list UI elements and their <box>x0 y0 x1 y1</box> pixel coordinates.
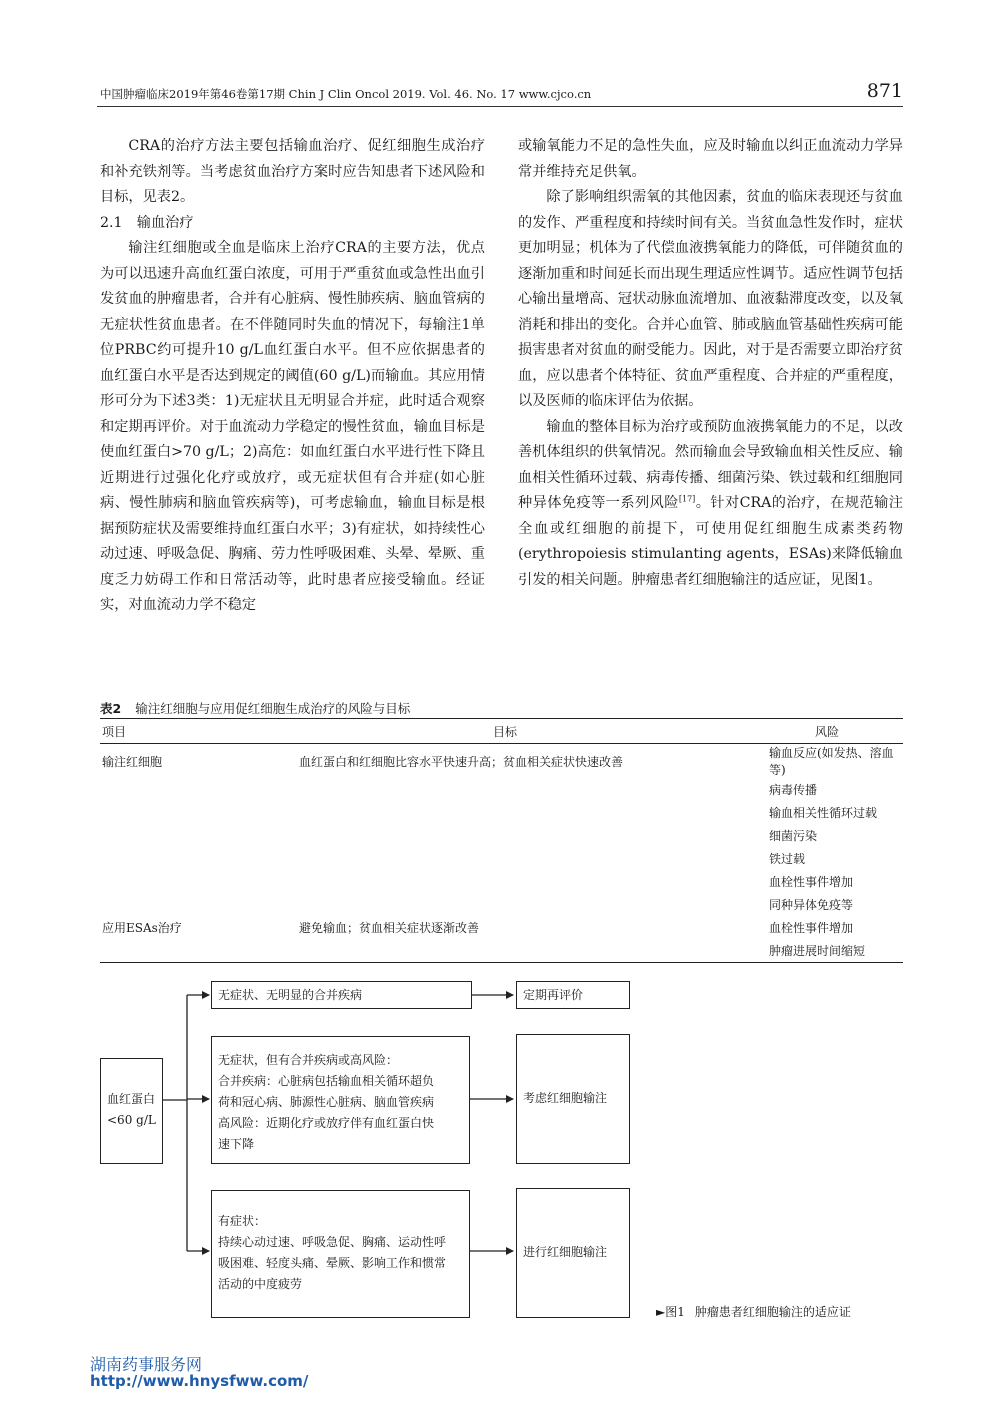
paragraph: 输注红细胞或全血是临床上治疗CRA的主要方法，优点为可以迅速升高血红蛋白浓度，可用于严重贫血或急性出血引发贫血的肿瘤患者，合并有心脏病、慢性肺疾病、脑血管病的无症状性贫血患者。在不伴随同时失血的情况下，每输注1单位PRBC约可提升10 g/L血红蛋白水平。但不应依据患者的血红蛋白水平是否达到规定的阈值(60 g/L)而输血。其应用情形可分为下述3类：1)无症状且无明显合并症，此时适合观察和定期再评价。对于血流动力学稳定的慢性贫血，输血目标是使血红蛋白>70 g/L；2)高危：如血红蛋白水平进行性下降且近期进行过强化化疗或放疗，或无症状但有合并症(如心脏病、慢性肺病和脑血管疾病等)，可考虑输血，输血目标是根据预防症状及需要维持血红蛋白水平；3)有症状，如持续性心动过速、呼吸急促、胸痛、劳力性呼吸困难、头晕、晕厥、重度乏力妨碍工作和日常活动等，此时患者应接受输血。经证实，对血流动力学不稳定 <box>100 240 485 613</box>
column-header: 目标 <box>259 719 751 744</box>
figure-title: 肿瘤患者红细胞输注的适应证 <box>694 1305 851 1319</box>
box-line: 荷和冠心病、肺源性心脏病、脑血管疾病 <box>218 1095 435 1109</box>
column-header: 风险 <box>751 719 903 744</box>
start-box-hemoglobin <box>100 1058 163 1164</box>
paragraph: CRA的治疗方法主要包括输血治疗、促红细胞生成治疗和补充铁剂等。当考虑贫血治疗方案时应告知患者下述风险和目标，见表2。 <box>100 138 485 205</box>
condition-box-symptomatic <box>211 1190 470 1318</box>
running-header: 中国肿瘤临床2019年第46卷第17期 Chin J Clin Oncol 2019. Vol. 46. No. 17 www.cjco.cn <box>100 87 592 101</box>
action-box-consider-transfusion <box>516 1034 630 1164</box>
page-number: 871 <box>866 80 903 102</box>
table-cell: 血栓性事件增加 <box>769 875 854 889</box>
box-line: 考虑红细胞输注 <box>523 1091 608 1105</box>
box-line: 血红蛋白 <box>107 1092 156 1106</box>
condition-box-comorbidity <box>211 1036 470 1164</box>
paragraph-text: 。针对CRA的治疗，在规范输注全血或红细胞的前提下，可使用促红细胞生成素类药物(erythropoiesis stimulanting agents，ESAs)来降低输血引发的相关问题。肿瘤患者红细胞输注的适应证，见图1。 <box>518 495 903 588</box>
paragraph: 或输氧能力不足的急性失血，应及时输血以纠正血流动力学异常并维持充足供氧。 <box>518 138 903 180</box>
table-label: 表2 <box>100 701 122 716</box>
table-cell: 肿瘤进展时间缩短 <box>751 939 903 963</box>
table-cell: 输血相关性循环过载 <box>769 806 878 820</box>
box-line: 活动的中度疲劳 <box>218 1277 303 1291</box>
column-header: 项目 <box>100 719 259 744</box>
action-box-reevaluate <box>516 981 630 1009</box>
box-line: 速下降 <box>218 1137 255 1151</box>
watermark-url[interactable]: http://www.hnysfww.com/ <box>90 1372 309 1390</box>
table-cell: 同种异体免疫等 <box>769 898 854 912</box>
table-cell: 血红蛋白和红细胞比容水平快速升高；贫血相关症状快速改善 <box>299 754 624 769</box>
table-cell: 铁过载 <box>769 852 806 866</box>
watermark-site-name: 湖南药事服务网 <box>90 1355 203 1374</box>
table-cell: 应用ESAs治疗 <box>102 921 182 935</box>
box-line: 定期再评价 <box>523 988 584 1002</box>
box-line: 持续心动过速、呼吸急促、胸痛、运动性呼 <box>218 1235 447 1249</box>
table-cell: 输注红细胞 <box>102 754 163 769</box>
condition-box-asymptomatic <box>211 981 472 1009</box>
table-cell: 输血反应(如发热、溶血等) <box>769 746 894 777</box>
citation-ref: [17] <box>678 494 696 504</box>
box-line: 合并疾病：心脏病包括输血相关循环超负 <box>218 1074 435 1088</box>
box-line: 进行红细胞输注 <box>523 1245 608 1259</box>
box-line: 无症状、无明显的合并疾病 <box>218 988 363 1002</box>
table-cell: 血栓性事件增加 <box>769 921 854 935</box>
table-cell: 病毒传播 <box>769 783 818 797</box>
table-cell: 避免输血；贫血相关症状逐渐改善 <box>299 921 480 935</box>
figure-caption <box>656 1303 851 1320</box>
box-line: 无症状，但有合并疾病或高风险： <box>218 1053 399 1067</box>
figure-label: ►图1 <box>656 1305 685 1319</box>
box-line: 有症状： <box>218 1214 267 1228</box>
box-line: 高风险：近期化疗或放疗伴有血红蛋白快 <box>218 1116 435 1130</box>
section-heading: 2.1 输血治疗 <box>100 214 194 231</box>
paragraph-text: 输血的整体目标为治疗或预防血液携氧能力的不足，以改善机体组织的供氧情况。然而输血会导致输血相关性反应、输血相关性循环过载、病毒传播、细菌污染、铁过载和红细胞同种异体免疫等一系列风险 <box>518 418 903 511</box>
table-title: 输注红细胞与应用促红细胞生成治疗的风险与目标 <box>135 701 411 716</box>
paragraph: 除了影响组织需氧的其他因素，贫血的临床表现还与贫血的发作、严重程度和持续时间有关。当贫血急性发作时，症状更加明显；机体为了代偿血液携氧能力的降低，可伴随贫血的逐渐加重和时间延长而出现生理适应性调节。适应性调节包括心输出量增高、冠状动脉血流增加、血液黏滞度改变，以及氧消耗和排出的变化。合并心血管、肺或脑血管基础性疾病可能损害患者对贫血的耐受能力。因此，对于是否需要立即治疗贫血，应以患者个体特征、贫血严重程度、合并症的严重程度，以及医师的临床评估为依据。 <box>518 189 903 409</box>
table-cell: 细菌污染 <box>769 829 818 843</box>
box-line: 吸困难、轻度头痛、晕厥、影响工作和惯常 <box>218 1256 447 1270</box>
action-box-transfuse <box>516 1188 630 1318</box>
box-line: <60 g/L <box>107 1113 156 1127</box>
